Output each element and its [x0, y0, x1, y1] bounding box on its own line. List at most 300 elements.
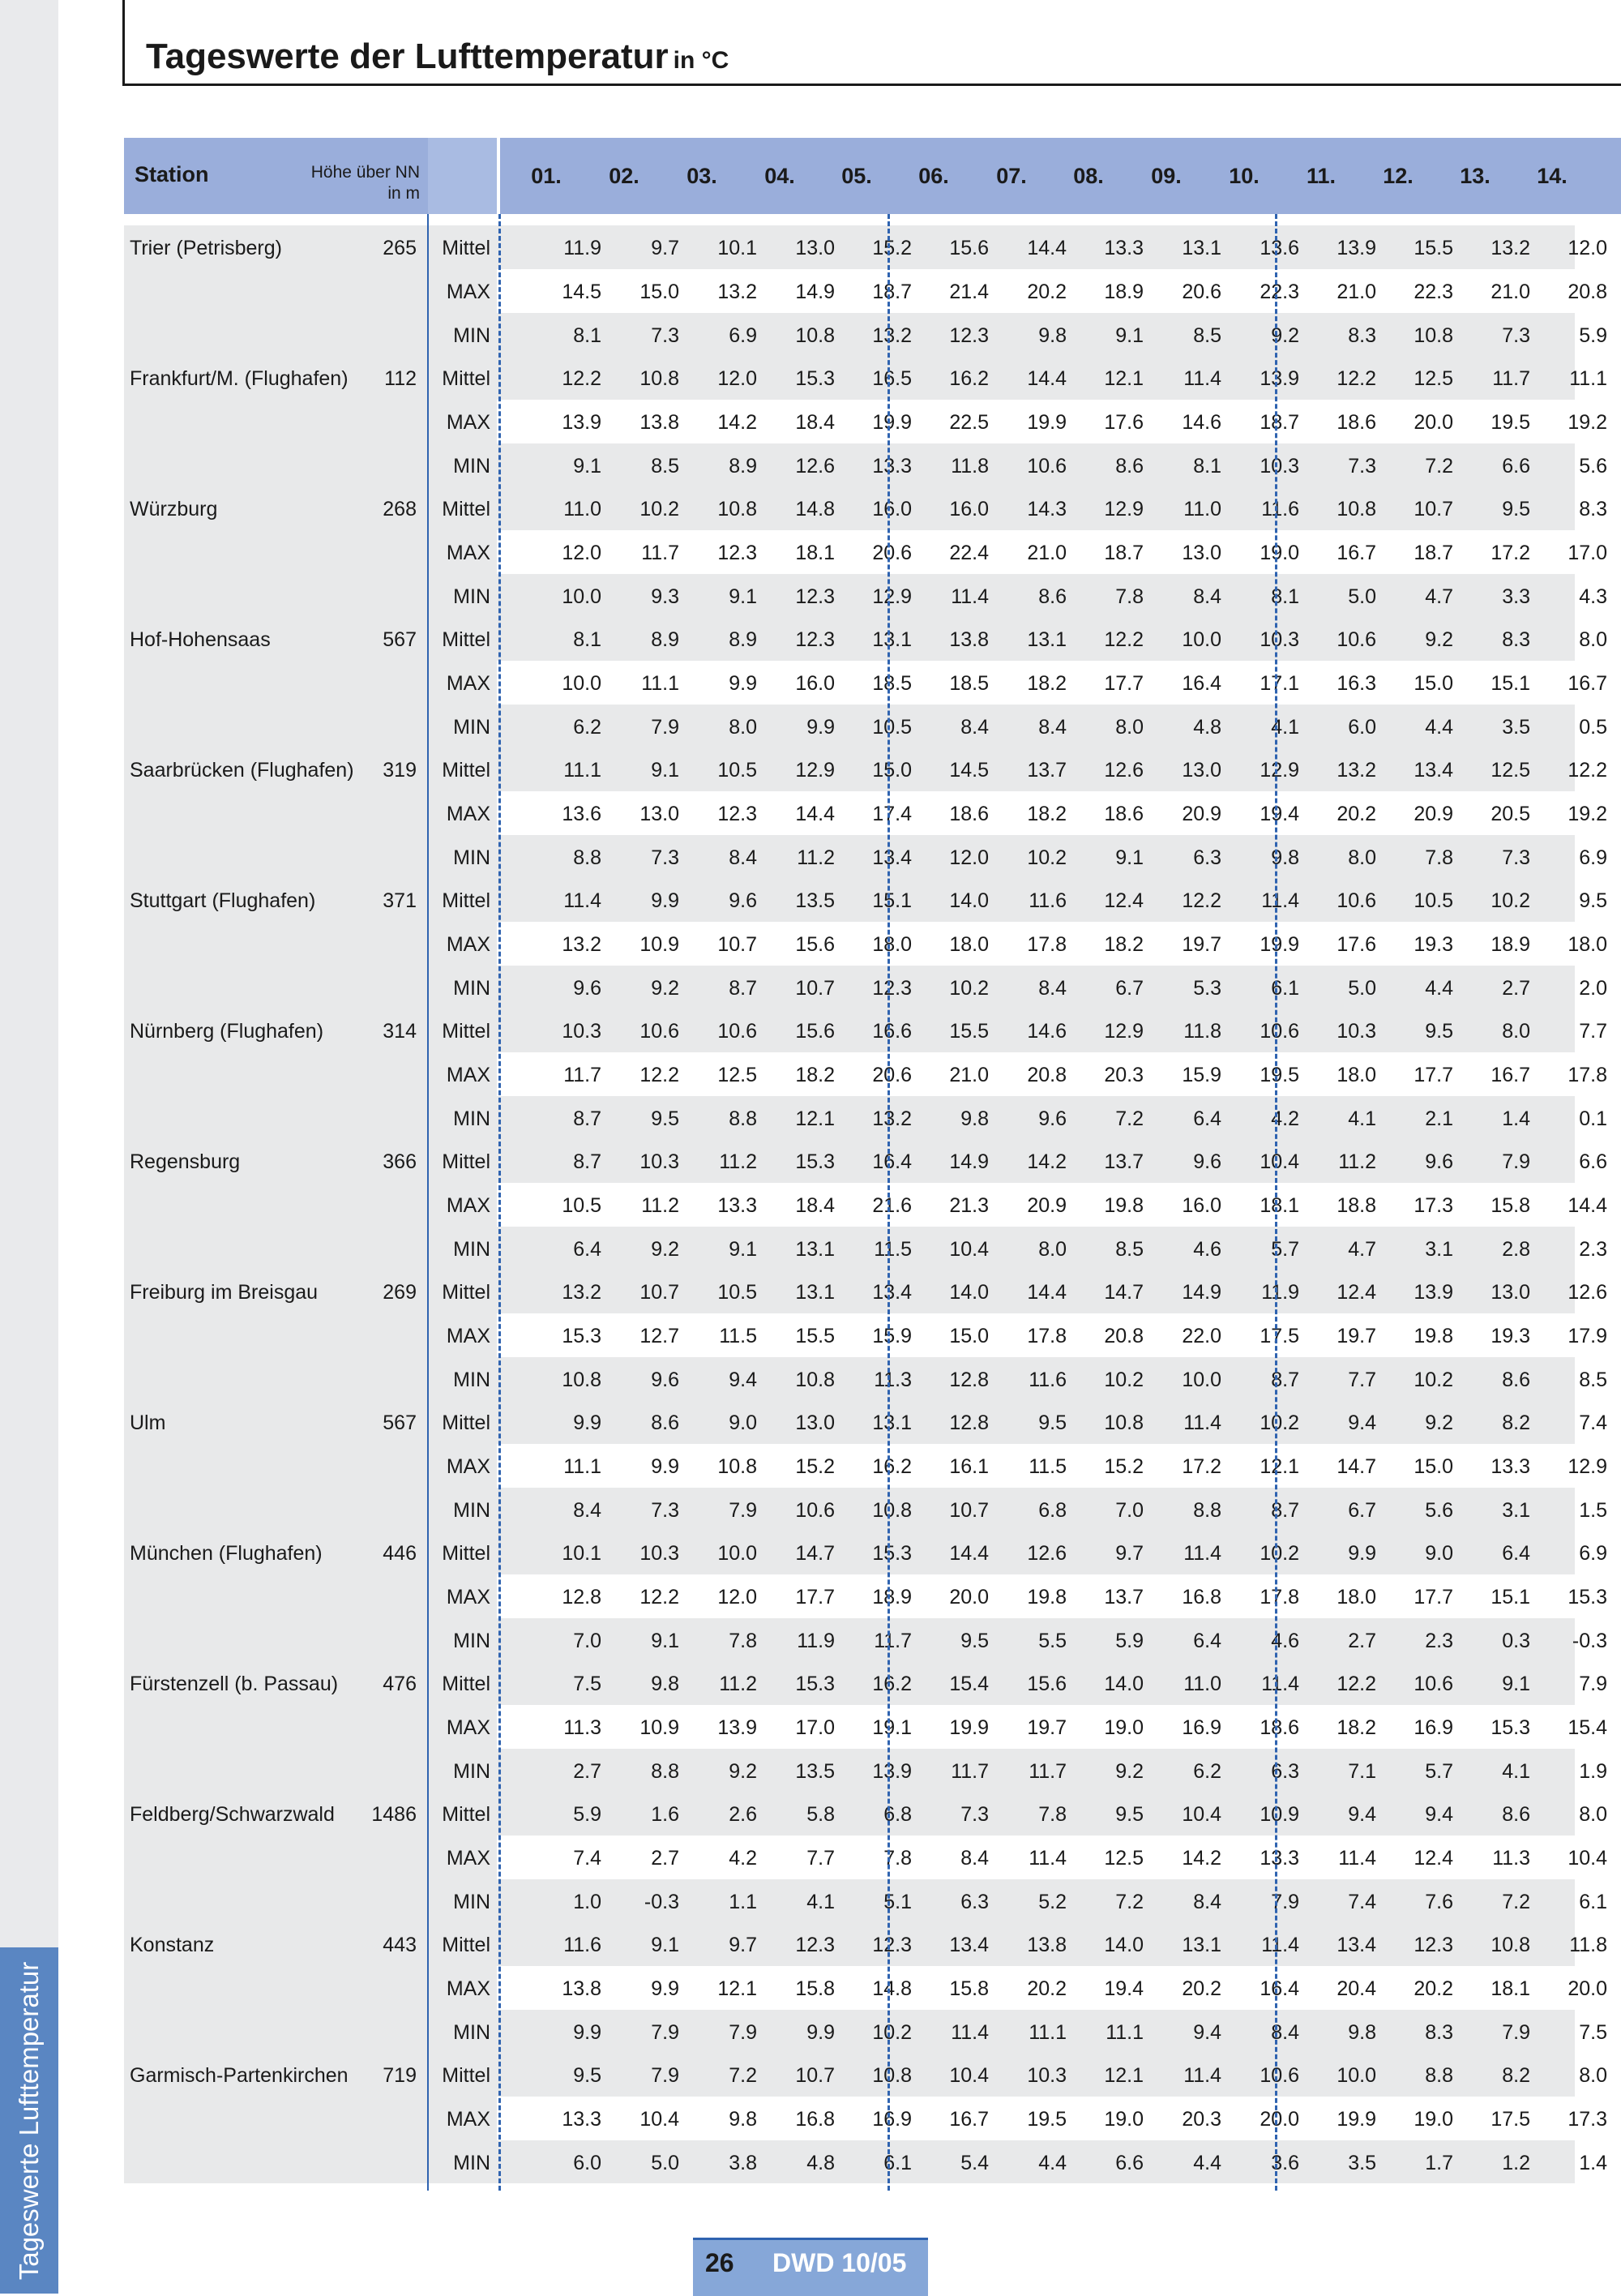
table-cell: 19.5	[1491, 411, 1530, 434]
table-cell: 9.4	[1193, 2021, 1221, 2044]
table-cell: 15.1	[872, 889, 912, 912]
table-cell: 8.7	[573, 1107, 601, 1130]
station-name: Freiburg im Breisgau	[130, 1281, 319, 1304]
table-cell: 18.0	[1568, 933, 1607, 956]
table-cell: 11.1	[563, 759, 601, 782]
table-cell: 10.6	[1027, 455, 1067, 478]
table-cell: 20.0	[1260, 2108, 1299, 2131]
table-cell: 17.6	[1104, 411, 1144, 434]
table-cell: 10.8	[1414, 324, 1453, 347]
table-cell: 17.0	[795, 1716, 835, 1739]
table-cell: 7.3	[1502, 324, 1530, 347]
table-cell: 11.7	[1492, 367, 1530, 390]
table-cell: 7.3	[960, 1803, 989, 1826]
table-cell: 15.0	[1414, 1455, 1453, 1478]
table-cell: 9.1	[651, 759, 679, 782]
table-cell: 10.3	[1027, 2064, 1067, 2087]
table-cell: 13.5	[795, 889, 835, 912]
table-cell: 21.3	[949, 1194, 989, 1217]
table-cell: 9.6	[729, 889, 757, 912]
table-cell: 16.9	[1414, 1716, 1453, 1739]
table-cell: 11.9	[1261, 1281, 1299, 1304]
station-height: 314	[383, 1020, 417, 1043]
table-cell: 10.8	[1337, 498, 1376, 520]
table-cell: 17.5	[1260, 1325, 1299, 1347]
row-type-label: MIN	[453, 2021, 490, 2044]
table-cell: 12.0	[1568, 237, 1607, 259]
table-cell: 15.9	[1182, 1064, 1221, 1086]
station-height: 567	[383, 1411, 417, 1434]
table-cell: 12.5	[1491, 759, 1530, 782]
table-cell: 10.4	[1260, 1150, 1299, 1173]
table-cell: 2.6	[729, 1803, 757, 1826]
table-cell: 4.8	[1193, 716, 1221, 739]
table-cell: 16.8	[1182, 1586, 1221, 1608]
table-cell: 9.5	[651, 1107, 679, 1130]
row-type-label: MIN	[453, 1891, 490, 1913]
station-name: Hof-Hohensaas	[130, 628, 271, 651]
table-cell: 4.4	[1038, 2152, 1067, 2174]
row-type-label: MIN	[453, 324, 490, 347]
table-cell: 6.1	[883, 2152, 912, 2174]
table-cell: 20.2	[1027, 281, 1067, 303]
table-cell: 9.9	[651, 1977, 679, 2000]
table-cell: 1.6	[651, 1803, 679, 1826]
table-cell: 9.8	[1271, 846, 1299, 869]
table-cell: 10.8	[872, 1499, 912, 1522]
table-cell: 16.0	[1182, 1194, 1221, 1217]
table-cell: 14.7	[1104, 1281, 1144, 1304]
row-type-label: Mittel	[442, 1803, 490, 1826]
table-cell: 16.1	[949, 1455, 989, 1478]
table-cell: 10.8	[717, 498, 757, 520]
table-cell: 16.2	[872, 1455, 912, 1478]
table-cell: 13.9	[1414, 1281, 1453, 1304]
table-cell: 12.3	[949, 324, 989, 347]
table-cell: 10.3	[1337, 1020, 1376, 1043]
table-cell: 7.9	[729, 2021, 757, 2044]
table-cell: 8.5	[651, 455, 679, 478]
table-cell: 17.3	[1414, 1194, 1453, 1217]
day-header: 02.	[609, 164, 639, 188]
table-cell: 15.2	[872, 237, 912, 259]
table-cell: 10.4	[1568, 1847, 1607, 1870]
table-cell: 18.5	[872, 672, 912, 695]
table-cell: 19.0	[1414, 2108, 1453, 2131]
column-rule	[427, 214, 429, 2191]
table-cell: 18.0	[1337, 1064, 1376, 1086]
table-cell: 10.1	[562, 1542, 601, 1565]
table-cell: 16.7	[1491, 1064, 1530, 1086]
table-cell: 4.4	[1425, 716, 1453, 739]
column-rule-dashed	[498, 214, 501, 2191]
table-cell: 18.0	[1337, 1586, 1376, 1608]
day-header: 10.	[1229, 164, 1260, 188]
table-cell: 11.8	[1183, 1020, 1221, 1043]
table-cell: 10.3	[639, 1150, 679, 1173]
table-cell: 14.9	[1182, 1281, 1221, 1304]
table-cell: 19.8	[1027, 1586, 1067, 1608]
table-cell: 11.6	[1029, 1369, 1067, 1391]
table-cell: 5.1	[883, 1891, 912, 1913]
table-cell: 19.4	[1104, 1977, 1144, 2000]
table-cell: 15.9	[872, 1325, 912, 1347]
table-cell: 6.7	[1348, 1499, 1376, 1522]
table-cell: 18.2	[795, 1064, 835, 1086]
table-cell: 17.2	[1182, 1455, 1221, 1478]
table-cell: 11.4	[951, 585, 989, 608]
row-type-label: Mittel	[442, 498, 490, 520]
table-cell: 5.9	[1579, 324, 1607, 347]
table-cell: 9.5	[1038, 1411, 1067, 1434]
table-cell: 13.3	[872, 455, 912, 478]
table-cell: 11.1	[1569, 367, 1607, 390]
table-cell: 17.3	[1568, 2108, 1607, 2131]
table-cell: 8.3	[1579, 498, 1607, 520]
table-cell: 7.9	[729, 1499, 757, 1522]
table-cell: 12.2	[639, 1064, 679, 1086]
column-rule-dashed	[1275, 214, 1277, 2191]
table-cell: 19.7	[1182, 933, 1221, 956]
table-cell: 9.6	[1425, 1150, 1453, 1173]
table-cell: 7.8	[1425, 846, 1453, 869]
table-cell: 10.5	[1414, 889, 1453, 912]
table-cell: 8.2	[1502, 1411, 1530, 1434]
table-cell: 9.1	[1115, 846, 1144, 869]
table-cell: 11.5	[1029, 1455, 1067, 1478]
row-type-label: MIN	[453, 2152, 490, 2174]
day-header: 04.	[764, 164, 795, 188]
table-cell: 15.6	[949, 237, 989, 259]
table-cell: 10.2	[1104, 1369, 1144, 1391]
table-cell: 13.1	[795, 1281, 835, 1304]
table-cell: 19.0	[1104, 1716, 1144, 1739]
table-cell: 14.2	[717, 411, 757, 434]
table-cell: 4.4	[1193, 2152, 1221, 2174]
table-cell: 16.0	[795, 672, 835, 695]
table-cell: 1.4	[1579, 2152, 1607, 2174]
table-cell: 12.8	[949, 1369, 989, 1391]
table-cell: 5.0	[1348, 977, 1376, 1000]
table-cell: 12.9	[872, 585, 912, 608]
table-cell: 7.9	[1271, 1891, 1299, 1913]
table-cell: 12.2	[1337, 367, 1376, 390]
table-cell: 15.4	[949, 1673, 989, 1695]
table-cell: 18.6	[1337, 411, 1376, 434]
table-cell: 18.4	[795, 1194, 835, 1217]
table-cell: 8.5	[1579, 1369, 1607, 1391]
table-cell: 5.6	[1425, 1499, 1453, 1522]
table-cell: 11.0	[1183, 1673, 1221, 1695]
day-header: 12.	[1383, 164, 1414, 188]
table-cell: 3.6	[1271, 2152, 1299, 2174]
table-cell: 4.2	[1271, 1107, 1299, 1130]
table-cell: 9.6	[651, 1369, 679, 1391]
table-cell: 2.3	[1425, 1630, 1453, 1652]
table-cell: 12.5	[1104, 1847, 1144, 1870]
table-cell: 11.3	[874, 1369, 912, 1391]
table-cell: 7.4	[1579, 1411, 1607, 1434]
table-cell: 10.9	[639, 933, 679, 956]
table-cell: 20.5	[1491, 803, 1530, 825]
table-cell: 11.1	[1106, 2021, 1144, 2044]
table-cell: 16.7	[1568, 672, 1607, 695]
table-cell: 11.8	[951, 455, 989, 478]
table-cell: 11.1	[563, 1455, 601, 1478]
table-cell: 17.4	[872, 803, 912, 825]
table-cell: 10.9	[639, 1716, 679, 1739]
table-cell: 16.5	[872, 367, 912, 390]
table-cell: 8.0	[1038, 1238, 1067, 1261]
table-cell: 17.8	[1027, 1325, 1067, 1347]
table-cell: 9.4	[1348, 1803, 1376, 1826]
table-cell: 6.8	[883, 1803, 912, 1826]
table-cell: 20.2	[1182, 1977, 1221, 2000]
table-cell: 13.1	[1182, 1934, 1221, 1956]
table-cell: 17.9	[1568, 1325, 1607, 1347]
table-cell: 16.4	[872, 1150, 912, 1173]
table-cell: 9.5	[1579, 889, 1607, 912]
table-cell: 22.5	[949, 411, 989, 434]
station-height: 1486	[371, 1803, 417, 1826]
row-type-label: Mittel	[442, 628, 490, 651]
table-cell: 8.3	[1425, 2021, 1453, 2044]
table-cell: 21.0	[1491, 281, 1530, 303]
table-cell: 8.7	[729, 977, 757, 1000]
table-cell: 13.2	[1491, 237, 1530, 259]
table-cell: 19.2	[1568, 411, 1607, 434]
table-cell: 12.2	[1337, 1673, 1376, 1695]
table-cell: 7.0	[573, 1630, 601, 1652]
table-cell: 18.9	[872, 1586, 912, 1608]
row-type-label: MIN	[453, 977, 490, 1000]
table-cell: 8.4	[1038, 716, 1067, 739]
table-cell: 14.9	[949, 1150, 989, 1173]
table-cell: 12.6	[1027, 1542, 1067, 1565]
table-cell: 4.2	[729, 1847, 757, 1870]
table-cell: 13.9	[872, 1760, 912, 1783]
table-cell: 3.5	[1502, 716, 1530, 739]
table-cell: 11.8	[1569, 1934, 1607, 1956]
table-cell: 16.7	[949, 2108, 989, 2131]
station-height: 443	[383, 1934, 417, 1956]
table-cell: 9.6	[1038, 1107, 1067, 1130]
table-cell: 8.6	[1115, 455, 1144, 478]
table-cell: 17.8	[1027, 933, 1067, 956]
table-cell: 6.9	[1579, 1542, 1607, 1565]
table-cell: 9.8	[960, 1107, 989, 1130]
table-cell: 10.3	[1260, 628, 1299, 651]
table-cell: 9.7	[729, 1934, 757, 1956]
table-cell: 5.2	[1038, 1891, 1067, 1913]
table-cell: 10.8	[795, 1369, 835, 1391]
table-cell: 17.2	[1491, 542, 1530, 564]
table-cell: 8.1	[1271, 585, 1299, 608]
table-cell: 9.2	[1425, 1411, 1453, 1434]
table-cell: 8.4	[1193, 1891, 1221, 1913]
side-label: Tageswerte Lufttemperatur	[14, 1961, 44, 2281]
table-cell: 8.0	[1579, 2064, 1607, 2087]
row-type-label: Mittel	[442, 1020, 490, 1043]
table-cell: 20.2	[1414, 1977, 1453, 2000]
table-cell: 8.5	[1193, 324, 1221, 347]
table-cell: 15.5	[1414, 237, 1453, 259]
station-height: 476	[383, 1673, 417, 1695]
table-cell: 16.6	[872, 1020, 912, 1043]
table-cell: 8.0	[1348, 846, 1376, 869]
table-cell: 6.4	[573, 1238, 601, 1261]
table-cell: 10.4	[949, 2064, 989, 2087]
row-type-label: MAX	[446, 1325, 490, 1347]
table-cell: 7.1	[1348, 1760, 1376, 1783]
table-cell: 16.4	[1260, 1977, 1299, 2000]
table-cell: 4.1	[1271, 716, 1299, 739]
table-cell: 5.5	[1038, 1630, 1067, 1652]
table-cell: 16.2	[872, 1673, 912, 1695]
table-cell: 10.6	[1260, 1020, 1299, 1043]
table-cell: 13.2	[872, 1107, 912, 1130]
table-cell: 18.9	[1104, 281, 1144, 303]
table-cell: 20.0	[1414, 411, 1453, 434]
station-height: 567	[383, 628, 417, 651]
table-cell: 14.8	[872, 1977, 912, 2000]
table-cell: 15.8	[949, 1977, 989, 2000]
height-header-line1: Höhe über NN	[310, 163, 420, 182]
row-type-label: Mittel	[442, 1934, 490, 1956]
row-type-label: MIN	[453, 1369, 490, 1391]
table-cell: 20.3	[1104, 1064, 1144, 1086]
table-cell: 11.4	[1261, 1673, 1299, 1695]
table-cell: 8.9	[729, 628, 757, 651]
table-cell: 10.7	[795, 977, 835, 1000]
table-cell: 10.1	[717, 237, 757, 259]
table-cell: 15.6	[795, 933, 835, 956]
table-cell: 14.0	[949, 889, 989, 912]
table-cell: 14.7	[1337, 1455, 1376, 1478]
table-cell: 12.8	[562, 1586, 601, 1608]
table-cell: 6.7	[1115, 977, 1144, 1000]
table-cell: 5.7	[1271, 1238, 1299, 1261]
table-cell: 13.4	[949, 1934, 989, 1956]
day-header: 14.	[1537, 164, 1568, 188]
table-cell: 14.7	[795, 1542, 835, 1565]
table-cell: 6.1	[1271, 977, 1299, 1000]
table-cell: 8.8	[651, 1760, 679, 1783]
table-cell: 10.6	[639, 1020, 679, 1043]
table-cell: 10.2	[1414, 1369, 1453, 1391]
table-cell: 9.8	[1038, 324, 1067, 347]
station-name: Ulm	[130, 1411, 166, 1434]
row-type-label: Mittel	[442, 237, 490, 259]
table-cell: 12.1	[717, 1977, 757, 2000]
table-cell: 9.9	[806, 716, 835, 739]
table-cell: 10.8	[717, 1455, 757, 1478]
table-cell: 18.5	[949, 672, 989, 695]
table-cell: 13.9	[562, 411, 601, 434]
table-cell: 10.2	[1491, 889, 1530, 912]
table-cell: 15.3	[795, 1150, 835, 1173]
table-cell: 3.5	[1348, 2152, 1376, 2174]
table-cell: 6.8	[1038, 1499, 1067, 1522]
table-cell: 8.2	[1502, 2064, 1530, 2087]
table-cell: 13.7	[1104, 1150, 1144, 1173]
table-cell: 12.3	[872, 1934, 912, 1956]
table-cell: 2.3	[1579, 1238, 1607, 1261]
row-type-label: MAX	[446, 1455, 490, 1478]
table-cell: 8.4	[1038, 977, 1067, 1000]
table-cell: 8.7	[573, 1150, 601, 1173]
table-cell: 7.9	[651, 2064, 679, 2087]
table-cell: 8.8	[1193, 1499, 1221, 1522]
table-cell: 4.7	[1348, 1238, 1376, 1261]
day-header: 13.	[1460, 164, 1491, 188]
table-cell: 10.6	[1337, 889, 1376, 912]
table-cell: 10.6	[1414, 1673, 1453, 1695]
table-cell: 14.2	[1182, 1847, 1221, 1870]
table-cell: 12.6	[795, 455, 835, 478]
table-cell: 19.8	[1104, 1194, 1144, 1217]
table-cell: 7.0	[1115, 1499, 1144, 1522]
table-cell: 8.4	[573, 1499, 601, 1522]
table-cell: 8.5	[1115, 1238, 1144, 1261]
table-cell: 20.2	[1337, 803, 1376, 825]
table-cell: 13.1	[872, 628, 912, 651]
table-cell: 12.3	[795, 1934, 835, 1956]
table-cell: 10.4	[1182, 1803, 1221, 1826]
row-type-label: Mittel	[442, 1281, 490, 1304]
station-name: München (Flughafen)	[130, 1542, 323, 1565]
table-cell: 13.8	[562, 1977, 601, 2000]
table-cell: 15.3	[872, 1542, 912, 1565]
table-cell: 13.8	[639, 411, 679, 434]
table-cell: -0.3	[644, 1891, 679, 1913]
table-cell: 9.1	[651, 1630, 679, 1652]
day-header: 05.	[841, 164, 872, 188]
station-column-header: Station	[135, 162, 209, 186]
table-cell: 9.9	[806, 2021, 835, 2044]
table-cell: 13.1	[872, 1411, 912, 1434]
table-cell: 9.5	[1502, 498, 1530, 520]
table-cell: 9.1	[1115, 324, 1144, 347]
row-type-label: MAX	[446, 2108, 490, 2131]
table-cell: 1.9	[1579, 1760, 1607, 1783]
table-cell: 11.4	[563, 889, 601, 912]
table-cell: 22.3	[1260, 281, 1299, 303]
table-cell: 14.4	[1027, 237, 1067, 259]
table-cell: 1.0	[573, 1891, 601, 1913]
station-name: Nürnberg (Flughafen)	[130, 1020, 324, 1043]
table-cell: 10.8	[1104, 1411, 1144, 1434]
table-cell: 7.2	[1502, 1891, 1530, 1913]
table-cell: 6.6	[1502, 455, 1530, 478]
table-cell: 11.4	[1029, 1847, 1067, 1870]
table-cell: 17.8	[1260, 1586, 1299, 1608]
table-cell: 4.8	[806, 2152, 835, 2174]
table-cell: 13.5	[795, 1760, 835, 1783]
table-cell: 19.2	[1568, 803, 1607, 825]
table-cell: 11.3	[563, 1716, 601, 1739]
table-cell: 6.0	[573, 2152, 601, 2174]
table-cell: 15.3	[1491, 1716, 1530, 1739]
table-cell: 18.7	[1104, 542, 1144, 564]
table-cell: 9.1	[1502, 1673, 1530, 1695]
station-name: Feldberg/Schwarzwald	[130, 1803, 335, 1826]
table-cell: 21.6	[872, 1194, 912, 1217]
table-cell: 18.6	[949, 803, 989, 825]
table-cell: 7.4	[1348, 1891, 1376, 1913]
table-cell: 18.8	[1337, 1194, 1376, 1217]
table-cell: 4.6	[1271, 1630, 1299, 1652]
